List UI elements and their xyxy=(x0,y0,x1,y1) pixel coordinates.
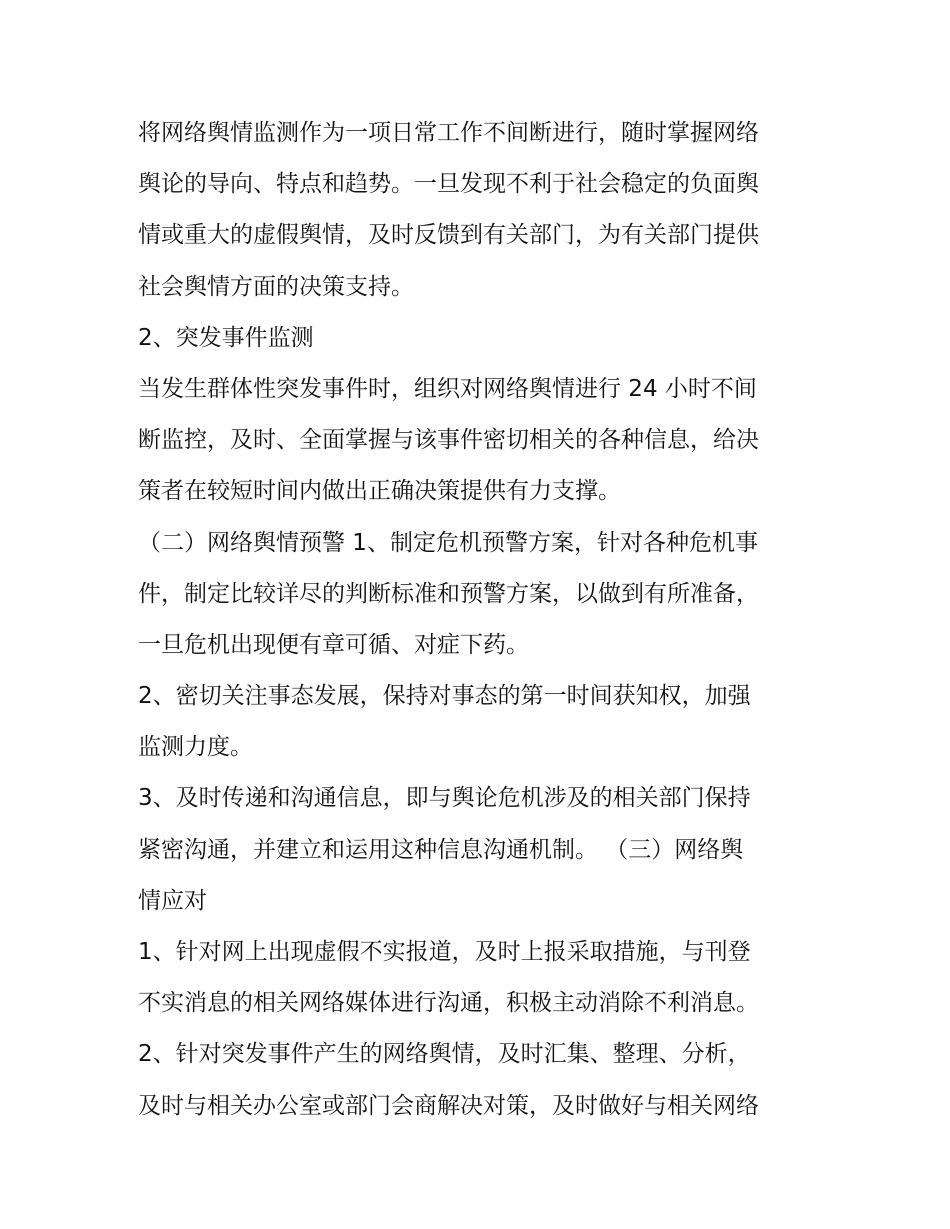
text-line: 1、针对网上出现虚假不实报道，及时上报采取措施，与刊登 xyxy=(138,939,751,965)
text-line: 将网络舆情监测作为一项日常工作不间断进行，随时掌握网络 xyxy=(138,120,759,146)
text-line: 情或重大的虚假舆情，及时反馈到有关部门，为有关部门提供 xyxy=(138,222,759,249)
text-line: 件，制定比较详尽的判断标准和预警方案，以做到有所准备， xyxy=(138,580,759,607)
text-line: 社会舆情方面的决策支持。 xyxy=(138,273,414,300)
text-line: 2、针对突发事件产生的网络舆情，及时汇集、整理、分析， xyxy=(138,1041,751,1068)
document-body xyxy=(138,108,818,1132)
text-line: 策者在较短时间内做出正确决策提供有力支撑。 xyxy=(138,478,621,505)
text-line: （二）网络舆情预警 1、制定危机预警方案，针对各种危机事 xyxy=(138,529,758,556)
text-line: 情应对 xyxy=(138,887,207,914)
text-line: 舆论的导向、特点和趋势。一旦发现不利于社会稳定的负面舆 xyxy=(138,171,759,198)
text-line: 一旦危机出现便有章可循、对症下药。 xyxy=(138,631,529,658)
text-line: 不实消息的相关网络媒体进行沟通，积极主动消除不利消息。 xyxy=(138,990,759,1017)
text-line: 2、密切关注事态发展，保持对事态的第一时间获知权，加强 xyxy=(138,683,751,710)
text-line: 监测力度。 xyxy=(138,734,253,761)
text-line: 断监控，及时、全面掌握与该事件密切相关的各种信息，给决 xyxy=(138,427,759,454)
text-line: 当发生群体性突发事件时，组织对网络舆情进行 24 小时不间 xyxy=(138,375,757,402)
section-heading: 2、突发事件监测 xyxy=(138,324,314,351)
text-line: 紧密沟通，并建立和运用这种信息沟通机制。 （三）网络舆 xyxy=(138,836,744,863)
text-line: 及时与相关办公室或部门会商解决对策，及时做好与相关网络 xyxy=(138,1092,759,1119)
text-line: 3、及时传递和沟通信息，即与舆论危机涉及的相关部门保持 xyxy=(138,785,751,812)
